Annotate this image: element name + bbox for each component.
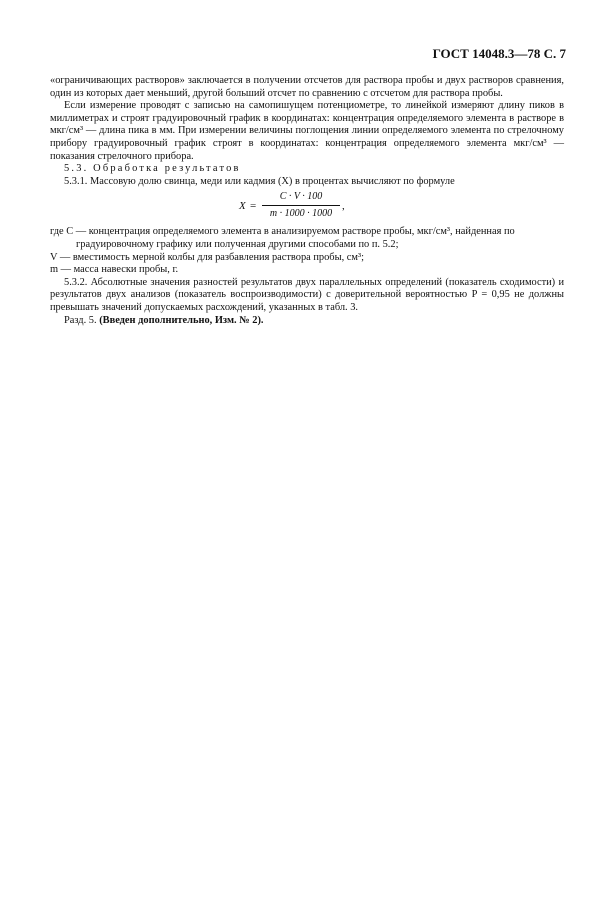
formula-lhs: X: [239, 200, 246, 213]
where-c: где C — концентрация определяемого элемента в анализируемом растворе пробы, мкг/см³, найденная по градуировочному графику или полученная другими способами по п. 5.2;: [50, 226, 515, 250]
formula-comma: ,: [342, 200, 345, 213]
paragraph-recording: Если измерение проводят с записью на самопишущем потенциометре, то линейкой измеряют длину пиков в миллиметрах и строят градуировочный график в координатах: концентрация определяемого элемента в растворе в мкг/см³ — длина пика в мм. При измерении величины поглощения линии определяемого элемента по стрелочному прибору градуировочный график строят в координатах: концентрация определяемого элемента мкг/см³ — показания стрелочного прибора.: [50, 100, 564, 162]
where-m: m — масса навески пробы, г.: [50, 264, 179, 276]
page-header: ГОСТ 14048.3—78 С. 7: [432, 46, 566, 61]
amendment-bold: (Введен дополнительно, Изм. № 2).: [99, 314, 264, 326]
formula-equals: =: [250, 200, 257, 213]
amendment-note: [50, 315, 564, 328]
paragraph-5-3-2: 5.3.2. Абсолютные значения разностей результатов двух параллельных определений (показатель сходимости) и результатов двух анализов (показатель воспроизводимости) с доверительной вероятностью P = 0,95 не должны превышать значений допускаемых расхождений, указанных в табл. 3.: [50, 276, 564, 313]
where-v: V — вместимость мерной колбы для разбавления раствора пробы, см³;: [50, 251, 364, 263]
section-heading-text: 5.3. Обработка результатов: [64, 163, 241, 175]
amendment-prefix: Разд. 5.: [64, 314, 97, 326]
paragraph-5-3-1: 5.3.1. Массовую долю свинца, меди или кадмия (X) в процентах вычисляют по формуле: [64, 175, 455, 187]
formula: [50, 191, 564, 223]
paragraph-continuation: «ограничивающих растворов» заключается в получении отсчетов для раствора пробы и двух растворов сравнения, один из которых дает меньший, другой больший отсчет по сравнению с отсчетом для раствора пробы.: [50, 75, 564, 99]
document-body: [50, 75, 564, 327]
formula-denominator: m · 1000 · 1000: [269, 207, 333, 219]
formula-fraction: [262, 191, 340, 220]
section-heading-processing: [50, 163, 564, 176]
formula-numerator: C · V · 100: [262, 191, 340, 206]
